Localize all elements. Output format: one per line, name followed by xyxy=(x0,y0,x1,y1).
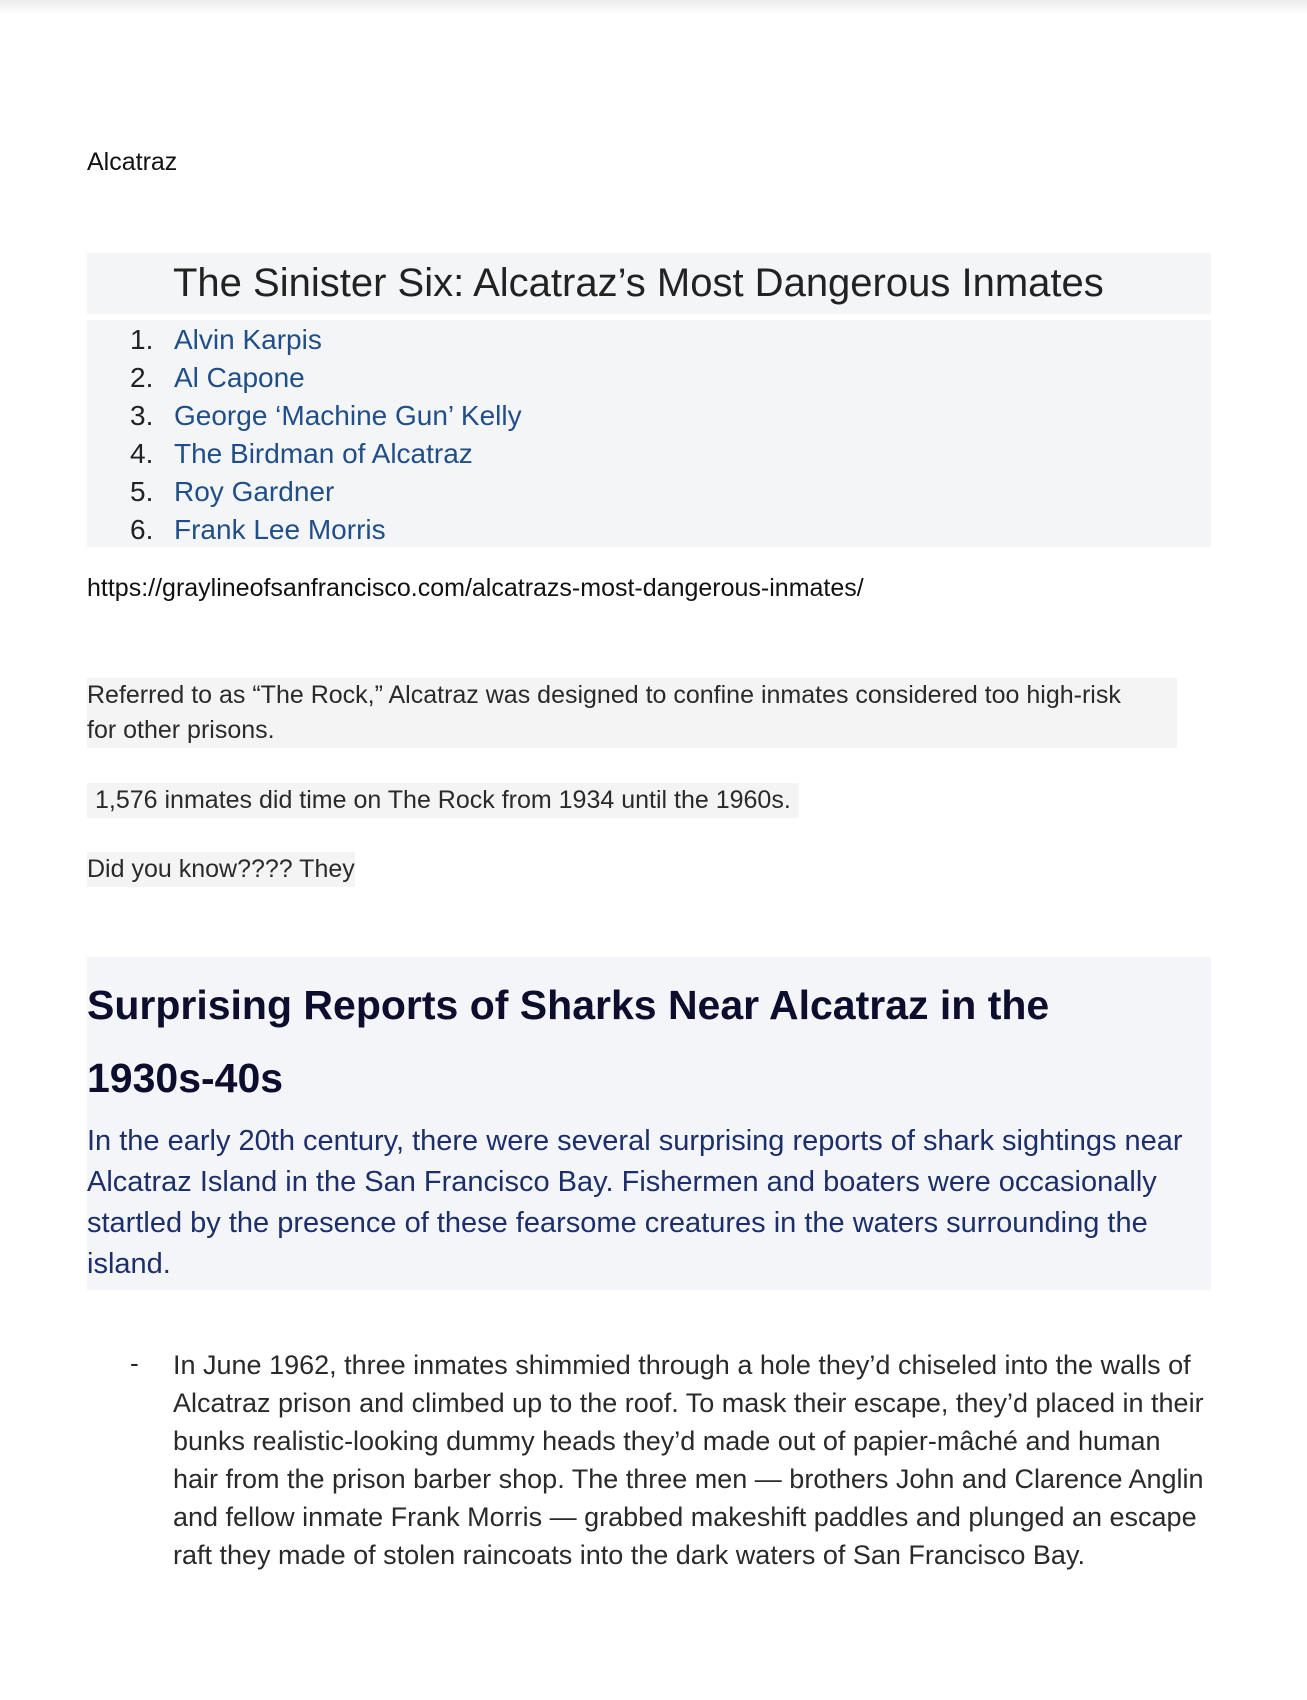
list-number: 6. xyxy=(130,514,154,545)
list-item xyxy=(87,397,1211,435)
rock-paragraph-line: for other prisons. xyxy=(87,716,275,744)
list-item xyxy=(87,511,1211,549)
list-number: 5. xyxy=(130,476,154,507)
list-item xyxy=(87,435,1211,473)
shark-body-text: In the early 20th century, there were several surprising reports of shark sightings near Alcatraz Island in the San Francisco Bay. Fishermen and boaters were occasionally startled by the presence of these fearsome creatures in the waters surrounding the island. xyxy=(87,1125,1183,1280)
inmate-link-george-kelly[interactable]: George ‘Machine Gun’ Kelly xyxy=(174,400,522,431)
document-label: Alcatraz xyxy=(87,148,178,176)
inmate-link-roy-gardner[interactable]: Roy Gardner xyxy=(174,476,335,507)
inmate-count-paragraph: 1,576 inmates did time on The Rock from 1934 until the 1960s. xyxy=(87,783,799,818)
shark-section xyxy=(87,957,1211,1290)
did-you-know-paragraph: Did you know???? They xyxy=(87,852,355,887)
shark-heading-line: Surprising Reports of Sharks Near Alcatraz in the xyxy=(87,982,1050,1028)
escape-bullet-text: In June 1962, three inmates shimmied through a hole they’d chiseled into the walls of Alcatraz prison and climbed up to the roof. To mask their escape, they’d placed in their bunks realistic-looking dummy heads they’d made out of papier-mâché and human hair from the prison barber shop. The three men — brothers John and Clarence Anglin and fellow inmate Frank Morris — grabbed makeshift paddles and plunged an escape raft they made of stolen raincoats into the dark waters of San Francisco Bay. xyxy=(173,1350,1204,1570)
rock-paragraph xyxy=(87,678,1177,748)
list-number: 3. xyxy=(130,400,154,431)
list-item xyxy=(87,321,1211,359)
inmate-link-frank-morris[interactable]: Frank Lee Morris xyxy=(174,514,386,545)
shark-heading xyxy=(87,969,1197,1115)
shark-heading-line: 1930s-40s xyxy=(87,1055,284,1101)
inmate-list-title: The Sinister Six: Alcatraz’s Most Dangerous Inmates xyxy=(173,260,1104,305)
list-number: 4. xyxy=(130,438,154,469)
source-url: https://graylineofsanfrancisco.com/alcatrazs-most-dangerous-inmates/ xyxy=(87,574,864,602)
inmate-list xyxy=(87,321,1211,549)
top-shadow xyxy=(0,0,1307,14)
inmate-link-alvin-karpis[interactable]: Alvin Karpis xyxy=(174,324,322,355)
bullet-marker: - xyxy=(130,1348,139,1378)
inmate-list-section xyxy=(87,253,1211,547)
list-item xyxy=(87,359,1211,397)
rock-paragraph-line: Referred to as “The Rock,” Alcatraz was designed to confine inmates considered too high-risk xyxy=(87,681,1121,709)
list-number: 2. xyxy=(130,362,154,393)
list-divider xyxy=(87,314,1211,320)
list-number: 1. xyxy=(130,324,154,355)
inmate-link-birdman[interactable]: The Birdman of Alcatraz xyxy=(174,438,473,469)
inmate-link-al-capone[interactable]: Al Capone xyxy=(174,362,305,393)
list-item xyxy=(87,473,1211,511)
